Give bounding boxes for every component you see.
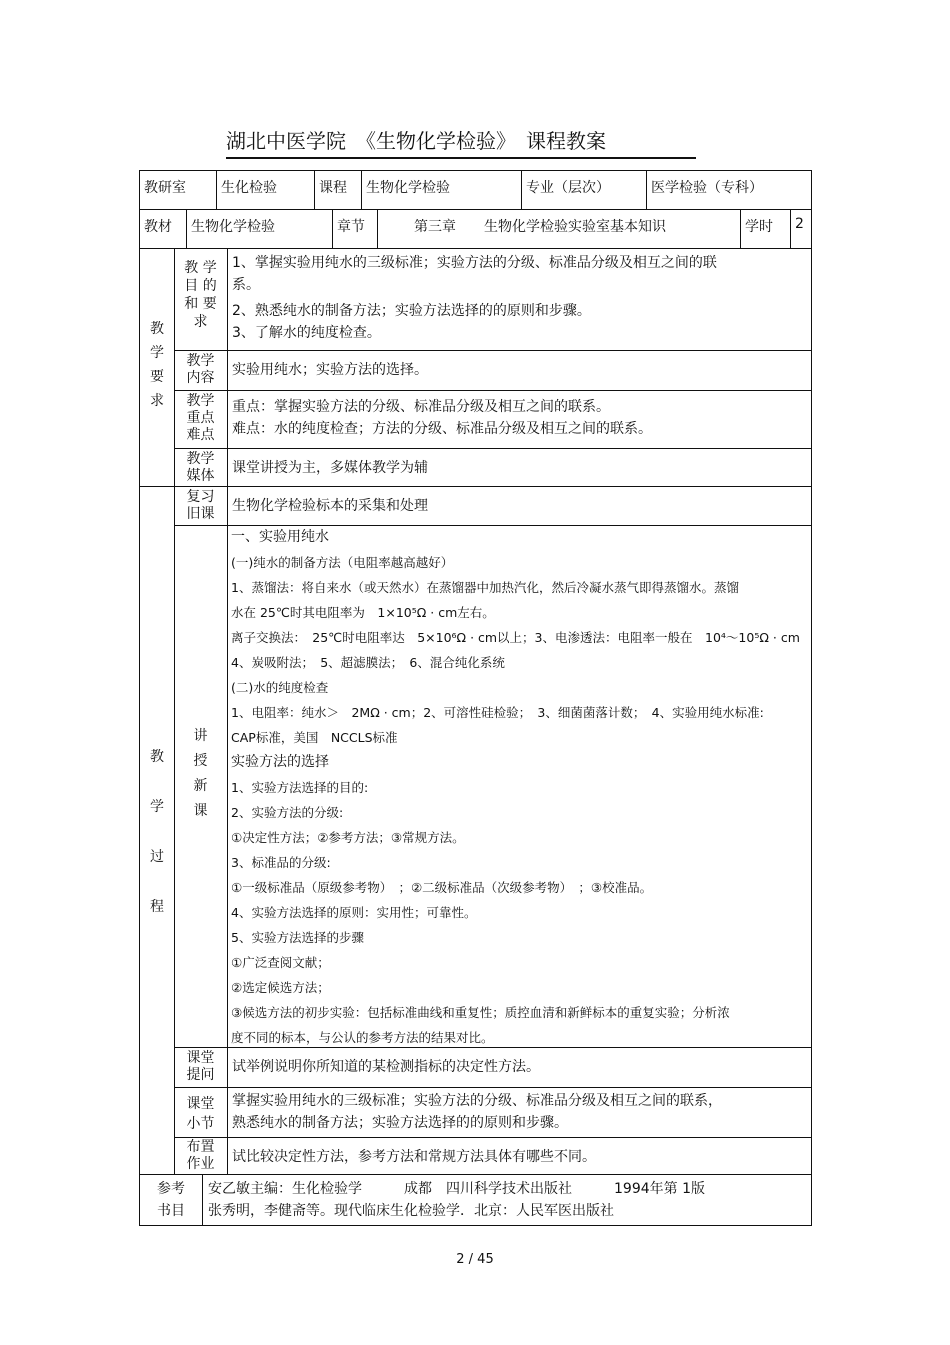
review-text: 生物化学检验标本的采集和处理 [232, 498, 428, 514]
major-value: 医学检验（专科） [646, 171, 811, 209]
goals-label: 教 学 目 的 和 要 求 [174, 249, 228, 350]
content-label: 教学 内容 [174, 351, 228, 390]
summary-text: 掌握实验用纯水的三级标准；实验方法的分级、标准品分级及相互之间的联系， 熟悉纯水的制备方法；实验方法选择的的原则和步骤。 [232, 1093, 722, 1131]
textbook-label: 教材 [144, 219, 172, 235]
process-side-label: 教 学 过 程 [140, 487, 175, 1174]
info-row-2 [139, 209, 812, 249]
info-row-1 [139, 170, 812, 210]
content-text: 实验用纯水；实验方法的选择。 [232, 362, 428, 378]
hours-label: 学时 [740, 210, 790, 248]
question-text: 试举例说明你所知道的某检测指标的决定性方法。 [232, 1059, 540, 1075]
chapter-value: 第三章 生物化学检验实验室基本知识 [377, 210, 740, 248]
lecture-label: 讲 授 新 课 [174, 526, 228, 1047]
media-section [174, 448, 811, 486]
key-section [174, 390, 811, 448]
course-value: 生物化学检验 [361, 171, 521, 209]
media-label: 教学 媒体 [174, 449, 228, 486]
references-label: 参考 书目 [140, 1175, 203, 1225]
homework-section [174, 1137, 811, 1174]
summary-section [174, 1087, 811, 1137]
question-label: 课堂 提问 [174, 1048, 228, 1087]
homework-text: 试比较决定性方法，参考方法和常规方法具体有哪些不同。 [232, 1149, 596, 1165]
lecture-text: 一、实验用纯水 (一)纯水的制备方法（电阻率越高越好） 1、蒸馏法：将自来水（或天然水）在蒸馏器中加热汽化，然后冷凝水蒸气即得蒸馏水。蒸馏 水在 25℃时其电阻率为 1×10⁵Ω · cm左右。 离子交换法： 25℃时电阻率达 5×10⁶Ω · cm以上；3、电渗透法：电阻率一般在 10⁴～10⁵Ω · cm 4、炭吸附法； 5、超滤膜法； 6、混合纯化系统 (二)水的纯度检查 1、电阻率：纯水＞ 2MΩ · cm；2、可溶性硅检验； 3、细菌菌落计数； 4、实验用纯水标准: CAP标准，美国 NCCLS标准 实验方法的选择 1、实验方法选择的目的: 2、实验方法的分级: ①决定性方法；②参考方法；③常规方法。 3、标准品的分级: ①一级标准品（原级参考物） ；②二级标准品（次级参考物） ；③校准品。 4、实验方法选择的原则：实用性；可靠性。 5、实验方法选择的步骤 ①广泛查阅文献； ②选定候选方法； ③候选方法的初步实验：包括标准曲线和重复性；质控血清和新鲜标本的重复实验；分析浓 度不同的标本，与公认的参考方法的结果对比。 [231, 529, 800, 1045]
textbook-value: 生物化学检验 [186, 210, 332, 248]
page-title: 湖北中医学院 《生物化学检验》 课程教案 [226, 127, 696, 159]
dept-value: 生化检验 [216, 171, 314, 209]
process-block [139, 486, 812, 1175]
media-text: 课堂讲授为主，多媒体教学为辅 [232, 460, 428, 476]
page-number: 2 / 45 [456, 1252, 494, 1267]
goals-text: 1、掌握实验用纯水的三级标准；实验方法的分级、标准品分级及相互之间的联 系。 2、熟悉纯水的制备方法；实验方法选择的的原则和步骤。 3、了解水的纯度检查。 [232, 255, 717, 341]
references-block [139, 1174, 812, 1226]
course-label: 课程 [314, 171, 361, 209]
content-section [174, 350, 811, 390]
major-label: 专业（层次） [521, 171, 646, 209]
summary-label: 课堂 小节 [174, 1088, 228, 1137]
requirements-block [139, 248, 812, 487]
review-section [174, 487, 811, 525]
dept-label: 教研室 [144, 180, 186, 196]
key-text: 重点：掌握实验方法的分级、标准品分级及相互之间的联系。 难点：水的纯度检查；方法的分级、标准品分级及相互之间的联系。 [232, 399, 652, 437]
requirements-side-label: 教 学 要 求 [140, 249, 175, 486]
question-section [174, 1047, 811, 1087]
review-label: 复习 旧课 [174, 487, 228, 525]
references-text: 安乙敏主编：生化检验学 成都 四川科学技术出版社 1994年第 1版 张秀明，李健斋等。现代临床生化检验学．北京：人民军医出版社 [208, 1181, 705, 1219]
key-label: 教学 重点 难点 [174, 391, 228, 448]
chapter-label: 章节 [332, 210, 377, 248]
goals-section [174, 249, 811, 350]
lecture-section [174, 525, 811, 1047]
hours-value: 2 [790, 210, 811, 248]
homework-label: 布置 作业 [174, 1138, 228, 1174]
